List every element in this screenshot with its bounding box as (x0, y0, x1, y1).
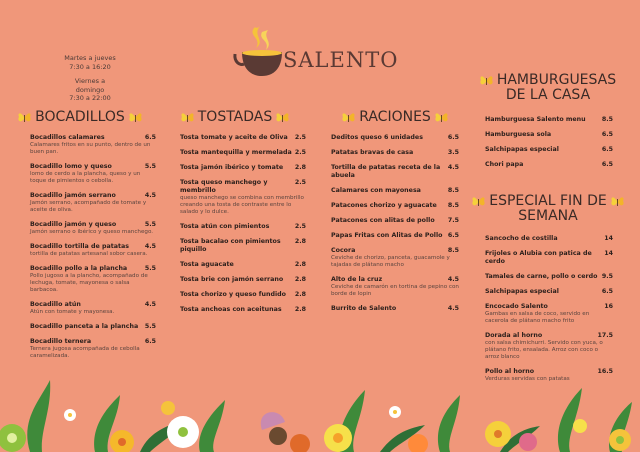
menu-item-name: Sancocho de costilla (485, 235, 558, 242)
menu-item-row (30, 301, 156, 309)
menu-item-name: Tosta chorizo y queso fundido (180, 291, 287, 298)
menu-item-description: Gambas en salsa de coco, servido en cacerola de plátano macho frito (485, 311, 590, 324)
menu-item-row (30, 265, 156, 273)
menu-item-description: Pollo jugoso a la plancho, acompañado de lechuga, tomate, mayonesa o salsa barbacoa. (30, 273, 148, 293)
menu-item-name: Bocadillo ternera (30, 338, 92, 345)
menu-item-description: Ceviche de camarón en tortina de pepino con borde de lopin (331, 284, 459, 297)
menu-item-description: Atún con tomate y mayonesa. (30, 309, 115, 315)
menu-item-price: 4.5 (144, 192, 156, 199)
menu-item-name: Salchipapas especial (485, 288, 559, 295)
menu-item (180, 134, 306, 142)
brand-name: SALENTO (283, 48, 399, 72)
menu-item (485, 332, 613, 361)
menu-item-name: Encocado Salento (485, 303, 548, 310)
menu-item (485, 288, 613, 296)
menu-item-row (485, 288, 613, 296)
menu-item-name: Tosta queso manchego y membrillo (180, 179, 268, 194)
menu-item-name: Tosta brie con jamón serrano (180, 276, 284, 283)
menu-item-price: 8.5 (447, 187, 459, 194)
menu-item (30, 192, 156, 214)
menu-item-price: 3.5 (447, 149, 459, 156)
raciones-title (320, 110, 470, 125)
menu-item-name: Burrito de Salento (331, 305, 397, 312)
menu-item-row (180, 238, 306, 254)
menu-item (331, 187, 459, 195)
tostadas-title (160, 110, 310, 125)
menu-item-name: Hamburguesa Salento menu (485, 116, 586, 123)
menu-item-row (485, 116, 613, 124)
menu-item-price: 2.5 (294, 223, 306, 230)
menu-item-price: 14 (604, 235, 613, 242)
menu-item-row (180, 164, 306, 172)
butterfly-icon (480, 75, 493, 87)
menu-item-price: 5.5 (144, 221, 156, 228)
menu-item-row (180, 306, 306, 314)
menu-item-row (485, 146, 613, 154)
menu-item-price: 2.5 (294, 179, 306, 186)
menu-item-row (30, 221, 156, 229)
menu-item (30, 265, 156, 294)
menu-item (30, 323, 156, 331)
menu-item (331, 247, 459, 269)
menu-item-price: 17.5 (597, 332, 613, 339)
menu-item (331, 149, 459, 157)
menu-item-row (30, 323, 156, 331)
menu-item-name: Bocadillo panceta a la plancha (30, 323, 139, 330)
menu-item (485, 303, 613, 325)
especial-list (485, 235, 613, 390)
menu-item-name: Tosta atún con pimientos (180, 223, 270, 230)
butterfly-icon (342, 112, 355, 124)
menu-item-row (180, 223, 306, 231)
menu-item-price: 16 (604, 303, 613, 310)
menu-item-price: 7.5 (447, 217, 459, 224)
menu-item (331, 276, 459, 298)
menu-item-row (180, 149, 306, 157)
butterfly-icon (181, 112, 194, 124)
menu-item (485, 161, 613, 169)
menu-item-name: Papas Fritas con Alitas de Pollo (331, 232, 443, 239)
tostadas-list (180, 134, 306, 321)
menu-item-description: lomo de cerdo a la plancha, queso y un toque de pimientos o cebolla. (30, 171, 141, 184)
menu-item-name: Tosta jamón ibérico y tomate (180, 164, 284, 171)
menu-item (485, 116, 613, 124)
menu-item (331, 164, 459, 180)
menu-item (180, 149, 306, 157)
menu-item-description: Ternera jugosa acompañada de cebolla caramelizada. (30, 346, 140, 359)
menu-item (331, 305, 459, 313)
menu-item-price: 6.5 (601, 161, 613, 168)
menu-item-price: 16.5 (597, 368, 613, 375)
menu-item-name: Dorada al horno (485, 332, 543, 339)
menu-item-price: 14 (604, 250, 613, 257)
menu-item-row (180, 291, 306, 299)
menu-item (180, 238, 306, 254)
menu-item (180, 164, 306, 172)
menu-item-name: Bocadillos calamares (30, 134, 105, 141)
menu-item-description: Calamares fritos en su punto, dentro de un buen pan. (30, 142, 151, 155)
menu-item-name: Bocadillo lomo y queso (30, 163, 112, 170)
menu-item-row (485, 131, 613, 139)
menu-item-name: Bocadillo pollo a la plancha (30, 265, 128, 272)
menu-item-price: 2.8 (294, 261, 306, 268)
menu-item-price: 4.5 (447, 164, 459, 171)
menu-item-row (485, 273, 613, 281)
menu-item-name: Patacones chorizo y aguacate (331, 202, 437, 209)
menu-item-price: 5.5 (144, 265, 156, 272)
menu-item (331, 202, 459, 210)
menu-item-price: 4.5 (144, 243, 156, 250)
menu-item-row (331, 187, 459, 195)
menu-item (331, 134, 459, 142)
menu-item-row (331, 305, 459, 313)
menu-item-price: 6.5 (601, 131, 613, 138)
menu-item-row (485, 250, 613, 266)
hamburguesas-title-line2: DE LA CASA (505, 87, 591, 103)
menu-item-row (485, 303, 613, 311)
weekday-days: Martes a jueves (64, 54, 116, 62)
weekday-time: 7:30 a 16:20 (69, 62, 111, 71)
menu-item-price: 9.5 (601, 273, 613, 280)
menu-item-row (180, 179, 306, 195)
butterfly-icon (18, 112, 31, 124)
opening-hours (60, 54, 120, 109)
menu-item-name: Pollo al horno (485, 368, 535, 375)
menu-item-price: 2.8 (294, 164, 306, 171)
hamburguesas-title-line1: HAMBURGUESAS (496, 72, 617, 88)
menu-item (331, 217, 459, 225)
menu-item-price: 6.5 (601, 146, 613, 153)
hamburguesas-title (468, 73, 628, 103)
menu-item-price: 4.5 (447, 305, 459, 312)
menu-item-name: Bocadillo tortilla de patatas (30, 243, 129, 250)
menu-item-row (331, 276, 459, 284)
butterfly-icon (435, 112, 448, 124)
menu-item-price: 2.8 (294, 238, 306, 245)
menu-item-price: 2.5 (294, 149, 306, 156)
menu-item-price: 2.8 (294, 306, 306, 313)
menu-item (30, 221, 156, 236)
menu-item-price: 2.5 (294, 134, 306, 141)
menu-item (485, 131, 613, 139)
menu-item-price: 6.5 (447, 134, 459, 141)
menu-item-name: Tosta anchoas con aceitunas (180, 306, 282, 313)
flower-border-decoration (0, 370, 640, 452)
butterfly-icon (129, 112, 142, 124)
menu-item (331, 232, 459, 240)
menu-item-row (485, 235, 613, 243)
menu-item-name: Salchipapas especial (485, 146, 559, 153)
menu-item (30, 301, 156, 316)
menu-item-row (331, 202, 459, 210)
menu-item-name: Tosta tomate y aceite de Oliva (180, 134, 288, 141)
menu-item-name: Frijoles o Alubia con patica de cerdo (485, 250, 592, 265)
menu-item-row (485, 332, 613, 340)
menu-item-name: Cocora (331, 247, 356, 254)
menu-item-price: 8.5 (601, 116, 613, 123)
raciones-list (331, 134, 459, 320)
menu-item (30, 163, 156, 185)
bocadillos-title (10, 110, 150, 125)
menu-item-row (331, 232, 459, 240)
menu-item-description: tortilla de patatas artesanal sobor casera. (30, 251, 148, 257)
menu-item-row (331, 149, 459, 157)
menu-item (485, 235, 613, 243)
menu-item-name: Calamares con mayonesa (331, 187, 421, 194)
menu-item (485, 146, 613, 154)
menu-item-description: Ceviche de chorizo, panceta, guacamole y tajadas de plátano macho (331, 255, 450, 268)
menu-item-price: 4.5 (144, 301, 156, 308)
menu-item-name: Patacones con alitas de pollo (331, 217, 435, 224)
menu-item-description: queso manchego se combina con membrillo creando una tosta de contraste entre lo salado y lo dulce. (180, 195, 304, 215)
menu-item-price: 6.5 (447, 232, 459, 239)
menu-item-row (30, 192, 156, 200)
tostadas-title-text: TOSTADAS (197, 109, 273, 125)
menu-item (180, 306, 306, 314)
menu-item (30, 134, 156, 156)
menu-item-row (30, 338, 156, 346)
menu-item-name: Hamburguesa sola (485, 131, 552, 138)
butterfly-icon (276, 112, 289, 124)
especial-title (468, 194, 628, 224)
menu-item-name: Tortilla de patatas receta de la abuela (331, 164, 441, 179)
menu-item-name: Tosta mantequilla y mermelada (180, 149, 292, 156)
menu-item-price: 5.5 (144, 323, 156, 330)
menu-item-row (331, 164, 459, 180)
especial-title-line1: ESPECIAL FIN DE (489, 193, 607, 209)
menu-item-price: 8.5 (447, 202, 459, 209)
menu-item-name: Chori papa (485, 161, 524, 168)
menu-item-name: Patatas bravas de casa (331, 149, 414, 156)
menu-item-name: Tamales de carne, pollo o cerdo (485, 273, 598, 280)
menu-item (30, 338, 156, 360)
menu-item-row (30, 134, 156, 142)
menu-item-name: Alto de la cruz (331, 276, 383, 283)
menu-item-price: 6.5 (144, 134, 156, 141)
menu-item-row (331, 247, 459, 255)
menu-item-price: 6.5 (144, 338, 156, 345)
especial-title-line2: SEMANA (518, 208, 578, 224)
menu-item-name: Bocadillo jamón y queso (30, 221, 117, 228)
raciones-title-text: RACIONES (359, 109, 431, 125)
menu-item-description: Verduras servidas con patatas (485, 376, 570, 382)
menu-item-name: Bocadillo jamón serrano (30, 192, 116, 199)
menu-item-name: Bocadillo atún (30, 301, 81, 308)
menu-item-name: Deditos queso 6 unidades (331, 134, 423, 141)
menu-item-row (485, 161, 613, 169)
menu-item-price: 4.5 (447, 276, 459, 283)
menu-item (485, 250, 613, 266)
menu-item-row (180, 134, 306, 142)
menu-item (180, 261, 306, 269)
menu-item-price: 2.8 (294, 276, 306, 283)
butterfly-icon (472, 196, 485, 208)
butterfly-icon (611, 196, 624, 208)
menu-item-name: Tosta aguacate (180, 261, 234, 268)
menu-item-row (180, 261, 306, 269)
menu-item-description: Jamón serrano, acompañado de tomate y aceite de oliva. (30, 200, 147, 213)
menu-item (180, 291, 306, 299)
menu-item-price: 5.5 (144, 163, 156, 170)
menu-item (180, 179, 306, 216)
bocadillos-title-text: BOCADILLOS (35, 109, 125, 125)
bocadillos-list (30, 134, 156, 367)
menu-item-name: Tosta bacalao con pimientos piquillo (180, 238, 281, 253)
menu-item-row (331, 217, 459, 225)
menu-item-row (180, 276, 306, 284)
menu-item-description: con salsa chimichurri. Servido con yuca, o plátano frito, ensalada. Arroz con coco o arroz blanco (485, 340, 603, 360)
menu-item-row (331, 134, 459, 142)
menu-item-description: Jamón serrano o ibérico y queso manchego. (30, 229, 154, 235)
hamburguesas-list (485, 116, 613, 176)
menu-item (30, 243, 156, 258)
menu-item-price: 2.8 (294, 291, 306, 298)
menu-item-price: 6.5 (601, 288, 613, 295)
weekend-days: Viernes a domingo (74, 77, 106, 94)
menu-item-row (30, 163, 156, 171)
menu-item-row (30, 243, 156, 251)
menu-item (180, 276, 306, 284)
weekend-time: 7:30 a 22:00 (69, 94, 111, 102)
menu-item (485, 273, 613, 281)
menu-item (180, 223, 306, 231)
menu-item-price: 8.5 (447, 247, 459, 254)
